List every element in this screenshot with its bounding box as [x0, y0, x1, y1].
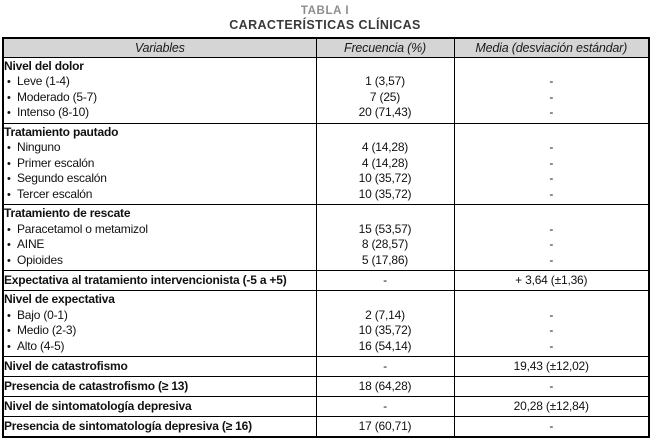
- variable-item-label: Medio (2-3): [17, 323, 77, 337]
- column-header-variables: Variables: [3, 38, 316, 57]
- variable-cell: [3, 291, 316, 357]
- bullet-icon: •: [7, 142, 11, 154]
- variable-item: [4, 171, 316, 187]
- frequency-value: 10 (35,72): [358, 323, 412, 337]
- frequency-cell: [316, 271, 454, 291]
- frequency-value: 20 (71,43): [358, 105, 412, 119]
- media-value: -: [549, 323, 554, 337]
- frequency-value: 10 (35,72): [358, 171, 412, 185]
- frequency-value: 10 (35,72): [358, 186, 412, 201]
- frequency-value: 2 (7,14): [365, 307, 405, 322]
- frequency-cell: [316, 205, 454, 271]
- variable-item: [4, 156, 316, 172]
- media-value: -: [549, 155, 554, 170]
- blank-line: [455, 125, 649, 141]
- variable-item-label: Tercer escalón: [17, 186, 93, 201]
- variable-item: [4, 222, 316, 238]
- variable-item-label: Alto (4-5): [17, 338, 65, 353]
- media-value: -: [549, 140, 554, 154]
- variable-item-label: Segundo escalón: [17, 171, 107, 185]
- frequency-value: 15 (53,57): [358, 221, 412, 236]
- row-label: Nivel del dolor: [4, 58, 84, 73]
- table-heading: [0, 0, 650, 33]
- variable-item: [4, 140, 316, 156]
- frequency-cell: [316, 377, 454, 397]
- frequency-value: 17 (60,71): [358, 419, 412, 433]
- frequency-value: 8 (28,57): [361, 237, 409, 251]
- frequency-cell: [316, 57, 454, 123]
- variable-cell: [3, 57, 316, 123]
- media-value: -: [549, 171, 554, 185]
- bullet-icon: •: [7, 173, 11, 185]
- row-label: Nivel de expectativa: [4, 292, 115, 306]
- table-body: [3, 57, 649, 437]
- media-value: -: [549, 186, 554, 201]
- frequency-value: -: [383, 359, 387, 373]
- bullet-icon: •: [7, 325, 11, 337]
- media-value: 19,43 (±12,02): [513, 359, 589, 373]
- variable-item: [4, 105, 316, 121]
- row-label: Tratamiento pautado: [4, 124, 119, 139]
- media-value: -: [549, 89, 554, 104]
- row-label: Expectativa al tratamiento intervencionista (-5 a +5): [4, 273, 287, 287]
- variable-item-label: Bajo (0-1): [17, 307, 68, 322]
- frequency-value: 1 (3,57): [365, 74, 405, 88]
- media-value: -: [549, 307, 554, 322]
- frequency-value: 4 (14,28): [361, 140, 409, 154]
- variable-item-label: Opioides: [17, 252, 63, 267]
- variable-cell: [3, 271, 316, 291]
- media-cell: [454, 271, 649, 291]
- table-row: [3, 357, 649, 377]
- table-subtitle: CARACTERÍSTICAS CLÍNICAS: [229, 18, 421, 32]
- frequency-value: -: [383, 399, 387, 413]
- bullet-icon: •: [7, 340, 11, 353]
- row-label: Nivel de sintomatología depresiva: [4, 399, 192, 413]
- media-value: -: [549, 252, 554, 267]
- frequency-cell: [316, 397, 454, 417]
- variable-cell: [3, 357, 316, 377]
- blank-line: [455, 292, 649, 308]
- row-label: Presencia de sintomatología depresiva (≥ 16): [4, 419, 252, 433]
- variable-item-label: Ninguno: [17, 140, 61, 154]
- media-cell: [454, 357, 649, 377]
- media-value: -: [549, 419, 554, 433]
- frequency-cell: [316, 417, 454, 438]
- table-row: [3, 417, 649, 438]
- variable-item-label: Leve (1-4): [17, 74, 70, 88]
- table-row: [3, 271, 649, 291]
- variable-item: [4, 90, 316, 106]
- frequency-value: 4 (14,28): [361, 155, 409, 170]
- variable-item-label: Moderado (5-7): [17, 89, 97, 104]
- frequency-cell: [316, 123, 454, 205]
- blank-line: [455, 59, 649, 75]
- bullet-icon: •: [7, 91, 11, 104]
- table-row: [3, 291, 649, 357]
- row-label: Presencia de catastrofismo (≥ 13): [4, 379, 189, 393]
- variable-item: [4, 308, 316, 324]
- variable-item: [4, 237, 316, 253]
- frequency-cell: [316, 291, 454, 357]
- bullet-icon: •: [7, 239, 11, 251]
- variable-item-label: Paracetamol o metamizol: [17, 221, 148, 236]
- variable-cell: [3, 417, 316, 438]
- media-value: 20,28 (±12,84): [513, 399, 589, 413]
- blank-line: [455, 206, 649, 222]
- blank-line: [317, 125, 454, 141]
- row-label: Nivel de catastrofismo: [4, 359, 128, 373]
- variable-item-label: Intenso (8-10): [17, 105, 89, 119]
- bullet-icon: •: [7, 76, 11, 88]
- clinical-characteristics-table: [2, 37, 650, 438]
- media-value: -: [549, 237, 554, 251]
- variable-item: [4, 74, 316, 90]
- media-value: -: [549, 338, 554, 353]
- table-row: [3, 377, 649, 397]
- bullet-icon: •: [7, 254, 11, 267]
- blank-line: [317, 206, 454, 222]
- bullet-icon: •: [7, 107, 11, 119]
- table-header-row: [3, 38, 649, 57]
- variable-item-label: AINE: [17, 237, 45, 251]
- row-label: Tratamiento de rescate: [4, 206, 131, 220]
- table-label: TABLA I: [300, 5, 350, 17]
- bullet-icon: •: [7, 188, 11, 201]
- bullet-icon: •: [7, 309, 11, 322]
- media-cell: [454, 397, 649, 417]
- media-value: -: [549, 221, 554, 236]
- media-cell: [454, 205, 649, 271]
- frequency-value: 5 (17,86): [361, 252, 409, 267]
- variable-cell: [3, 205, 316, 271]
- frequency-cell: [316, 357, 454, 377]
- blank-line: [317, 59, 454, 75]
- variable-item: [4, 323, 316, 339]
- media-cell: [454, 291, 649, 357]
- media-cell: [454, 123, 649, 205]
- column-header-frecuencia: Frecuencia (%): [316, 38, 454, 57]
- frequency-value: 7 (25): [369, 89, 401, 104]
- media-value: -: [549, 105, 554, 119]
- frequency-value: 16 (54,14): [358, 338, 412, 353]
- variable-cell: [3, 123, 316, 205]
- media-value: -: [549, 379, 554, 393]
- variable-item: [4, 339, 316, 355]
- bullet-icon: •: [7, 157, 11, 170]
- variable-cell: [3, 397, 316, 417]
- media-cell: [454, 57, 649, 123]
- table-row: [3, 205, 649, 271]
- variable-item: [4, 253, 316, 269]
- media-cell: [454, 417, 649, 438]
- media-cell: [454, 377, 649, 397]
- media-value: + 3,64 (±1,36): [515, 273, 588, 287]
- variable-item: [4, 187, 316, 203]
- bullet-icon: •: [7, 223, 11, 236]
- table-row: [3, 397, 649, 417]
- blank-line: [317, 292, 454, 308]
- variable-cell: [3, 377, 316, 397]
- media-value: -: [549, 74, 554, 88]
- frequency-value: 18 (64,28): [358, 379, 412, 393]
- column-header-media: Media (desviación estándar): [454, 38, 649, 57]
- variable-item-label: Primer escalón: [17, 155, 95, 170]
- frequency-value: -: [383, 273, 387, 287]
- table-row: [3, 123, 649, 205]
- table-row: [3, 57, 649, 123]
